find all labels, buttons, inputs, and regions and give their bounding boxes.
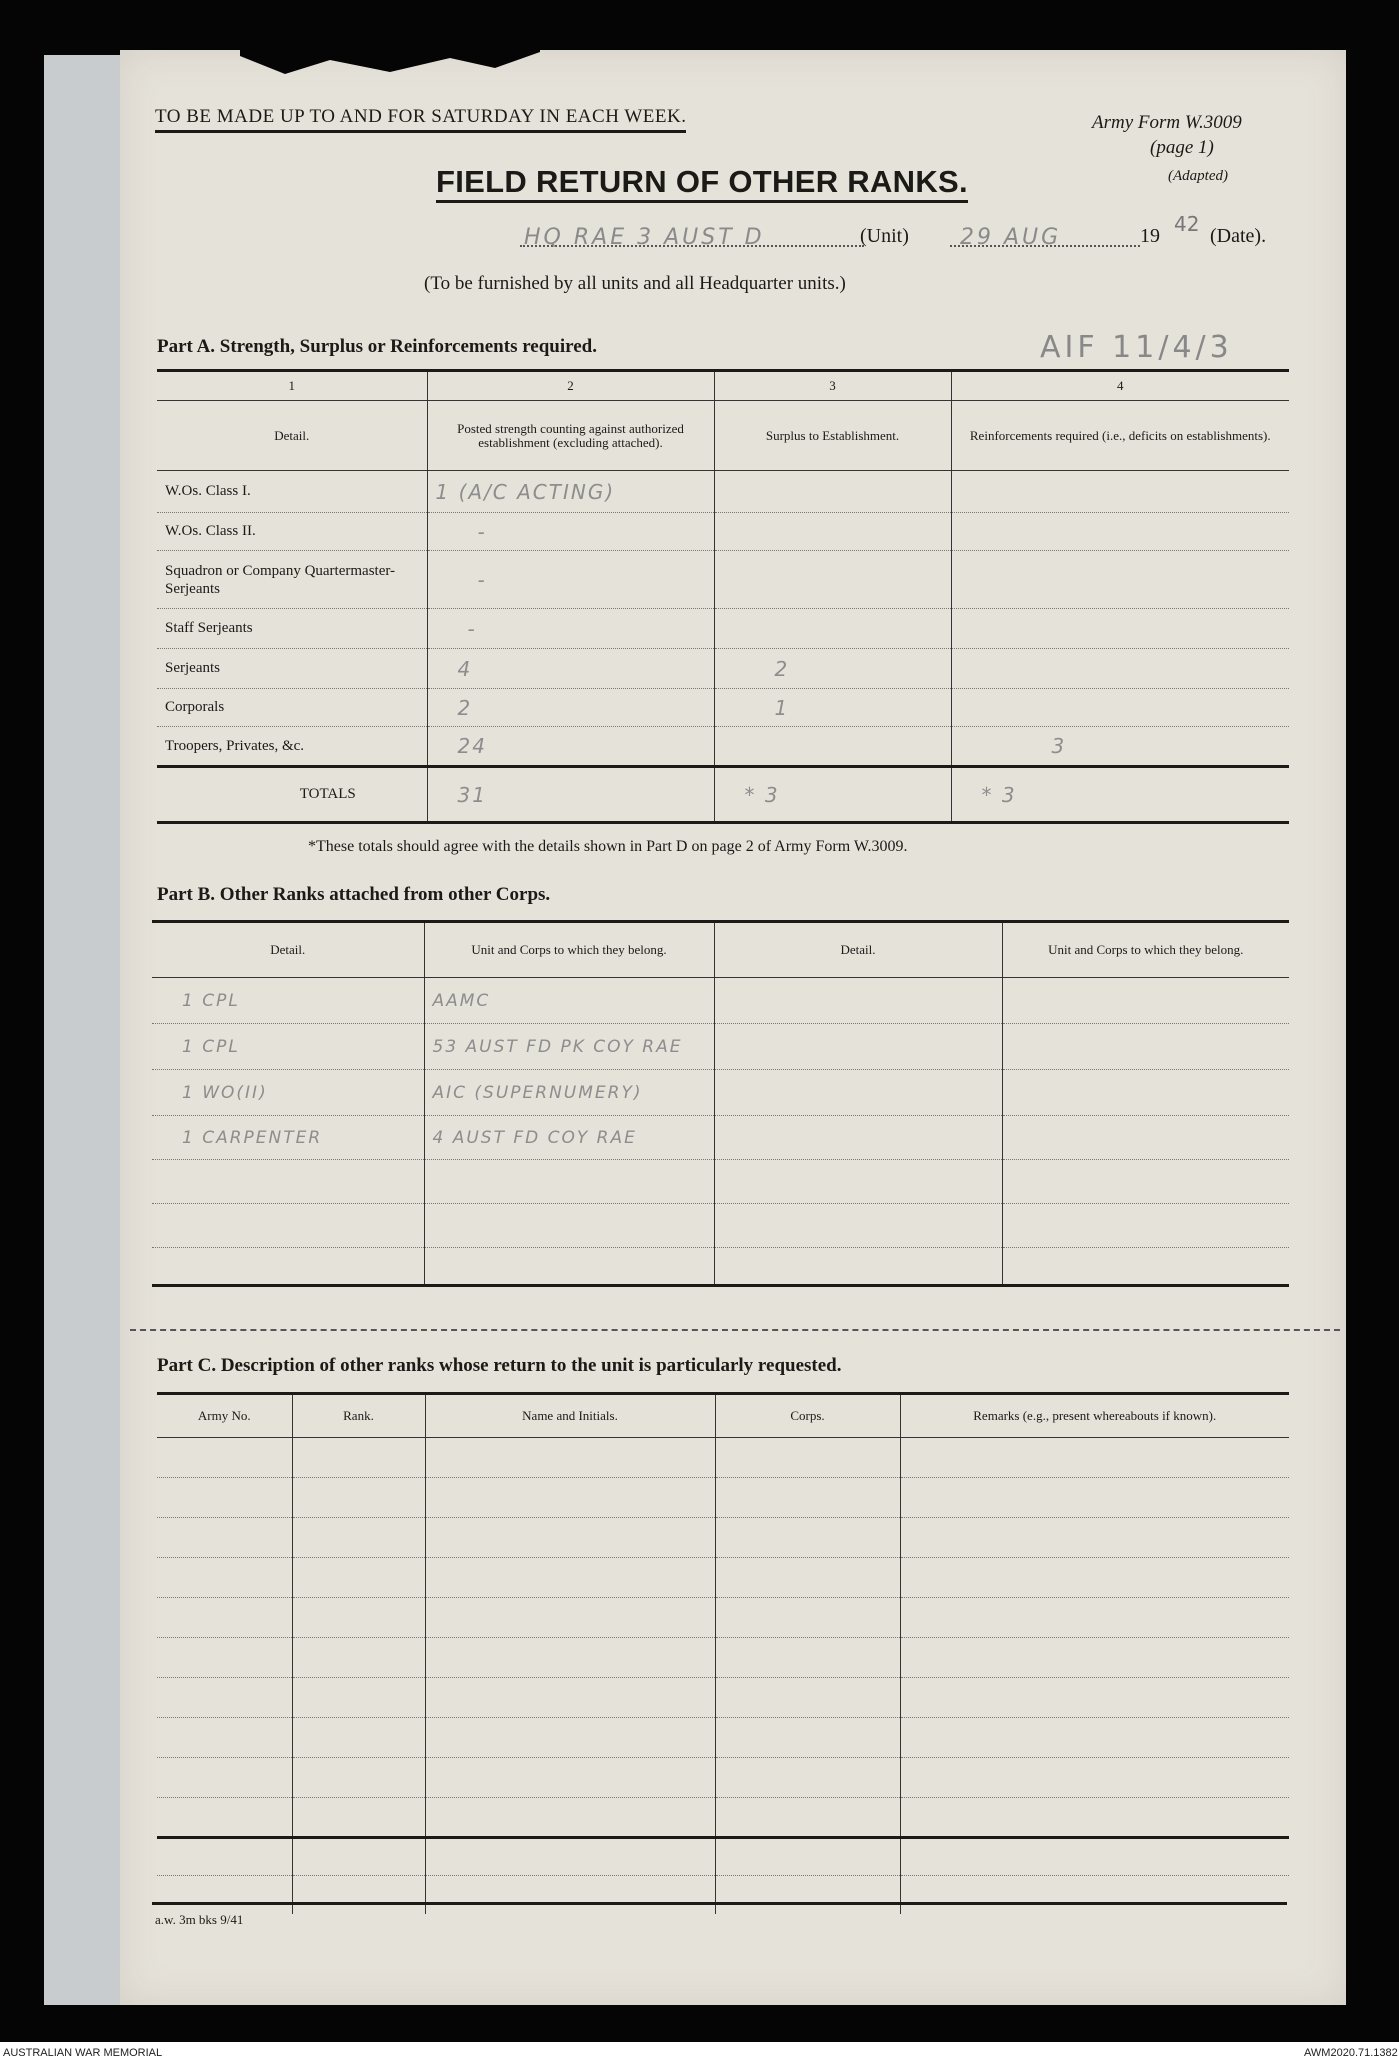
rank-detail: Squadron or Company Quartermaster-Serjeants bbox=[157, 551, 427, 609]
remarks-cell[interactable] bbox=[900, 1758, 1289, 1798]
surplus[interactable] bbox=[714, 609, 951, 649]
name-cell[interactable] bbox=[425, 1518, 715, 1558]
column-header: Detail. bbox=[714, 922, 1002, 978]
corps-cell[interactable] bbox=[715, 1518, 900, 1558]
attached-unit-2[interactable] bbox=[1002, 978, 1289, 1024]
year-suffix: 42 bbox=[1174, 212, 1200, 236]
remarks-cell[interactable] bbox=[900, 1876, 1289, 1914]
archive-stamp: AIF 11/4/3 bbox=[1040, 330, 1233, 365]
remarks-cell[interactable] bbox=[900, 1598, 1289, 1638]
date-label: (Date). bbox=[1210, 225, 1267, 247]
subtitle: (To be furnished by all units and all Headquarter units.) bbox=[424, 273, 846, 294]
name-cell[interactable] bbox=[425, 1876, 715, 1914]
attached-unit[interactable]: 53 AUST FD PK COY RAE bbox=[424, 1024, 714, 1070]
col-number: 2 bbox=[427, 371, 714, 401]
corps-cell[interactable] bbox=[715, 1876, 900, 1914]
page-title: FIELD RETURN OF OTHER RANKS. bbox=[436, 164, 968, 203]
corps-cell[interactable] bbox=[715, 1678, 900, 1718]
army-no-cell[interactable] bbox=[157, 1718, 292, 1758]
corps-cell[interactable] bbox=[715, 1638, 900, 1678]
reinforcements[interactable]: 3 bbox=[951, 727, 1289, 767]
total-reinforcements[interactable]: * 3 bbox=[951, 767, 1289, 823]
army-no-cell[interactable] bbox=[157, 1798, 292, 1838]
name-cell[interactable] bbox=[425, 1718, 715, 1758]
remarks-cell[interactable] bbox=[900, 1718, 1289, 1758]
totals-note: *These totals should agree with the details shown in Part D on page 2 of Army Form W.3009. bbox=[308, 838, 908, 855]
rank-cell[interactable] bbox=[292, 1718, 425, 1758]
part-c-heading: Part C. Description of other ranks whose return to the unit is particularly requested. bbox=[157, 1355, 842, 1376]
name-cell[interactable] bbox=[425, 1678, 715, 1718]
adapted-label: (Adapted) bbox=[1168, 168, 1228, 184]
reinforcements[interactable] bbox=[951, 551, 1289, 609]
column-header: Posted strength counting against authorized establishment (excluding attached). bbox=[427, 401, 714, 471]
column-header: Remarks (e.g., present whereabouts if known). bbox=[900, 1394, 1289, 1438]
form-page-number: (page 1) bbox=[1150, 137, 1214, 158]
army-no-cell[interactable] bbox=[157, 1758, 292, 1798]
army-no-cell[interactable] bbox=[157, 1598, 292, 1638]
reinforcements[interactable] bbox=[951, 609, 1289, 649]
rank-detail: Corporals bbox=[157, 689, 427, 727]
posted-strength[interactable]: - bbox=[427, 609, 714, 649]
column-header: Army No. bbox=[197, 1408, 251, 1423]
attached-detail[interactable] bbox=[152, 1160, 424, 1204]
attached-unit-2[interactable] bbox=[1002, 1204, 1289, 1248]
attached-unit-2[interactable] bbox=[1002, 1024, 1289, 1070]
army-no-cell[interactable] bbox=[157, 1838, 292, 1876]
total-posted[interactable]: 31 bbox=[427, 767, 714, 823]
corps-cell[interactable] bbox=[715, 1838, 900, 1876]
col-number: 3 bbox=[714, 371, 951, 401]
rank-cell[interactable] bbox=[292, 1838, 425, 1876]
name-cell[interactable] bbox=[425, 1478, 715, 1518]
total-surplus[interactable]: * 3 bbox=[714, 767, 951, 823]
corps-cell[interactable] bbox=[715, 1798, 900, 1838]
attached-unit[interactable] bbox=[424, 1160, 714, 1204]
reinforcements[interactable] bbox=[951, 649, 1289, 689]
column-header: Detail. bbox=[270, 942, 306, 957]
remarks-cell[interactable] bbox=[900, 1518, 1289, 1558]
footer-rule bbox=[152, 1902, 1287, 1905]
name-cell[interactable] bbox=[425, 1758, 715, 1798]
part-b-table bbox=[152, 920, 1289, 1287]
rank-cell[interactable] bbox=[292, 1876, 425, 1914]
attached-detail-2[interactable] bbox=[714, 978, 1002, 1024]
rank-cell[interactable] bbox=[292, 1558, 425, 1598]
rank-cell[interactable] bbox=[292, 1478, 425, 1518]
rank-detail: Staff Serjeants bbox=[157, 609, 427, 649]
attached-detail[interactable]: 1 CPL bbox=[152, 978, 424, 1024]
attached-detail-2[interactable] bbox=[714, 1070, 1002, 1116]
posted-strength[interactable]: 4 bbox=[427, 649, 714, 689]
totals-label: TOTALS bbox=[299, 786, 356, 802]
weekly-instruction: TO BE MADE UP TO AND FOR SATURDAY IN EACH WEEK. bbox=[155, 106, 686, 133]
attached-unit-2[interactable] bbox=[1002, 1070, 1289, 1116]
name-cell[interactable] bbox=[425, 1838, 715, 1876]
army-no-cell[interactable] bbox=[157, 1438, 292, 1478]
date-value: 29 AUG bbox=[960, 225, 1062, 250]
rank-detail: W.Os. Class II. bbox=[157, 513, 427, 551]
tear-off-line bbox=[130, 1329, 1340, 1331]
column-header: Unit and Corps to which they belong. bbox=[1002, 922, 1289, 978]
part-a-heading: Part A. Strength, Surplus or Reinforcements required. bbox=[157, 336, 597, 357]
surplus[interactable] bbox=[714, 513, 951, 551]
attached-detail[interactable] bbox=[152, 1248, 424, 1286]
column-header: Unit and Corps to which they belong. bbox=[424, 922, 714, 978]
attached-unit[interactable]: AIC (SUPERNUMERY) bbox=[424, 1070, 714, 1116]
remarks-cell[interactable] bbox=[900, 1638, 1289, 1678]
attached-detail[interactable] bbox=[152, 1204, 424, 1248]
part-a-table bbox=[157, 369, 1289, 824]
posted-strength[interactable]: 2 bbox=[427, 689, 714, 727]
rank-cell[interactable] bbox=[292, 1678, 425, 1718]
corps-cell[interactable] bbox=[715, 1718, 900, 1758]
remarks-cell[interactable] bbox=[900, 1438, 1289, 1478]
column-header: Surplus to Establishment. bbox=[714, 401, 951, 471]
rank-cell[interactable] bbox=[292, 1438, 425, 1478]
attached-detail-2[interactable] bbox=[714, 1204, 1002, 1248]
corps-cell[interactable] bbox=[715, 1758, 900, 1798]
reinforcements[interactable] bbox=[951, 689, 1289, 727]
attached-unit[interactable] bbox=[424, 1204, 714, 1248]
attached-detail-2[interactable] bbox=[714, 1024, 1002, 1070]
reinforcements[interactable] bbox=[951, 471, 1289, 513]
attached-detail-2[interactable] bbox=[714, 1160, 1002, 1204]
column-header: Rank. bbox=[292, 1394, 425, 1438]
posted-strength[interactable]: - bbox=[427, 513, 714, 551]
remarks-cell[interactable] bbox=[900, 1798, 1289, 1838]
posted-strength[interactable]: 24 bbox=[427, 727, 714, 767]
army-no-cell[interactable] bbox=[157, 1638, 292, 1678]
corps-cell[interactable] bbox=[715, 1558, 900, 1598]
name-cell[interactable] bbox=[425, 1638, 715, 1678]
surplus[interactable]: 2 bbox=[714, 649, 951, 689]
archive-id: AWM2020.71.1382 bbox=[1304, 2047, 1398, 2059]
print-code: a.w. 3m bks 9/41 bbox=[155, 1912, 244, 1927]
column-header: Reinforcements required (i.e., deficits on establishments). bbox=[951, 401, 1289, 471]
rank-cell[interactable] bbox=[292, 1518, 425, 1558]
name-cell[interactable] bbox=[425, 1438, 715, 1478]
column-header: Name and Initials. bbox=[425, 1394, 715, 1438]
column-header: Corps. bbox=[715, 1394, 900, 1438]
rank-detail: W.Os. Class I. bbox=[157, 471, 427, 513]
army-no-cell[interactable] bbox=[157, 1558, 292, 1598]
remarks-cell[interactable] bbox=[900, 1678, 1289, 1718]
surplus[interactable] bbox=[714, 551, 951, 609]
year-prefix: 19 bbox=[1140, 225, 1160, 247]
army-no-cell[interactable] bbox=[157, 1478, 292, 1518]
corps-cell[interactable] bbox=[715, 1478, 900, 1518]
name-cell[interactable] bbox=[425, 1798, 715, 1838]
attached-detail[interactable]: 1 WO(II) bbox=[152, 1070, 424, 1116]
archive-credit: AUSTRALIAN WAR MEMORIAL bbox=[3, 2047, 163, 2059]
attached-detail[interactable]: 1 CPL bbox=[152, 1024, 424, 1070]
form-number: Army Form W.3009 bbox=[1092, 112, 1242, 133]
attached-detail-2[interactable] bbox=[714, 1116, 1002, 1160]
unit-label: (Unit) bbox=[860, 225, 909, 247]
posted-strength[interactable]: 1 (A/C ACTING) bbox=[427, 471, 714, 513]
col-number: 4 bbox=[951, 371, 1289, 401]
date-field[interactable] bbox=[950, 225, 1140, 250]
name-cell[interactable] bbox=[425, 1558, 715, 1598]
corps-cell[interactable] bbox=[715, 1598, 900, 1638]
unit-value: HQ RAE 3 AUST D bbox=[524, 225, 765, 250]
form-reference bbox=[1092, 110, 1242, 160]
attached-detail-2[interactable] bbox=[714, 1248, 1002, 1286]
col-number: 1 bbox=[288, 378, 295, 393]
reinforcements[interactable] bbox=[951, 513, 1289, 551]
rank-detail: Troopers, Privates, &c. bbox=[157, 727, 427, 767]
attached-unit-2[interactable] bbox=[1002, 1248, 1289, 1286]
army-no-cell[interactable] bbox=[157, 1678, 292, 1718]
attached-unit-2[interactable] bbox=[1002, 1160, 1289, 1204]
attached-unit[interactable]: 4 AUST FD COY RAE bbox=[424, 1116, 714, 1160]
surplus[interactable]: 1 bbox=[714, 689, 951, 727]
part-b-heading: Part B. Other Ranks attached from other Corps. bbox=[157, 884, 551, 905]
rank-cell[interactable] bbox=[292, 1638, 425, 1678]
corps-cell[interactable] bbox=[715, 1438, 900, 1478]
surplus[interactable] bbox=[714, 471, 951, 513]
column-header: Detail. bbox=[274, 427, 310, 443]
rank-cell[interactable] bbox=[292, 1798, 425, 1838]
army-no-cell[interactable] bbox=[157, 1518, 292, 1558]
attached-detail[interactable]: 1 CARPENTER bbox=[152, 1116, 424, 1160]
attached-unit-2[interactable] bbox=[1002, 1116, 1289, 1160]
rank-cell[interactable] bbox=[292, 1598, 425, 1638]
unit-field[interactable] bbox=[520, 225, 864, 250]
attached-unit[interactable] bbox=[424, 1248, 714, 1286]
rank-detail: Serjeants bbox=[157, 649, 427, 689]
remarks-cell[interactable] bbox=[900, 1838, 1289, 1876]
posted-strength[interactable]: - bbox=[427, 551, 714, 609]
name-cell[interactable] bbox=[425, 1598, 715, 1638]
remarks-cell[interactable] bbox=[900, 1558, 1289, 1598]
attached-unit[interactable]: AAMC bbox=[424, 978, 714, 1024]
rank-cell[interactable] bbox=[292, 1758, 425, 1798]
surplus[interactable] bbox=[714, 727, 951, 767]
remarks-cell[interactable] bbox=[900, 1478, 1289, 1518]
part-c-table bbox=[157, 1392, 1289, 1914]
army-no-cell[interactable] bbox=[157, 1876, 292, 1914]
